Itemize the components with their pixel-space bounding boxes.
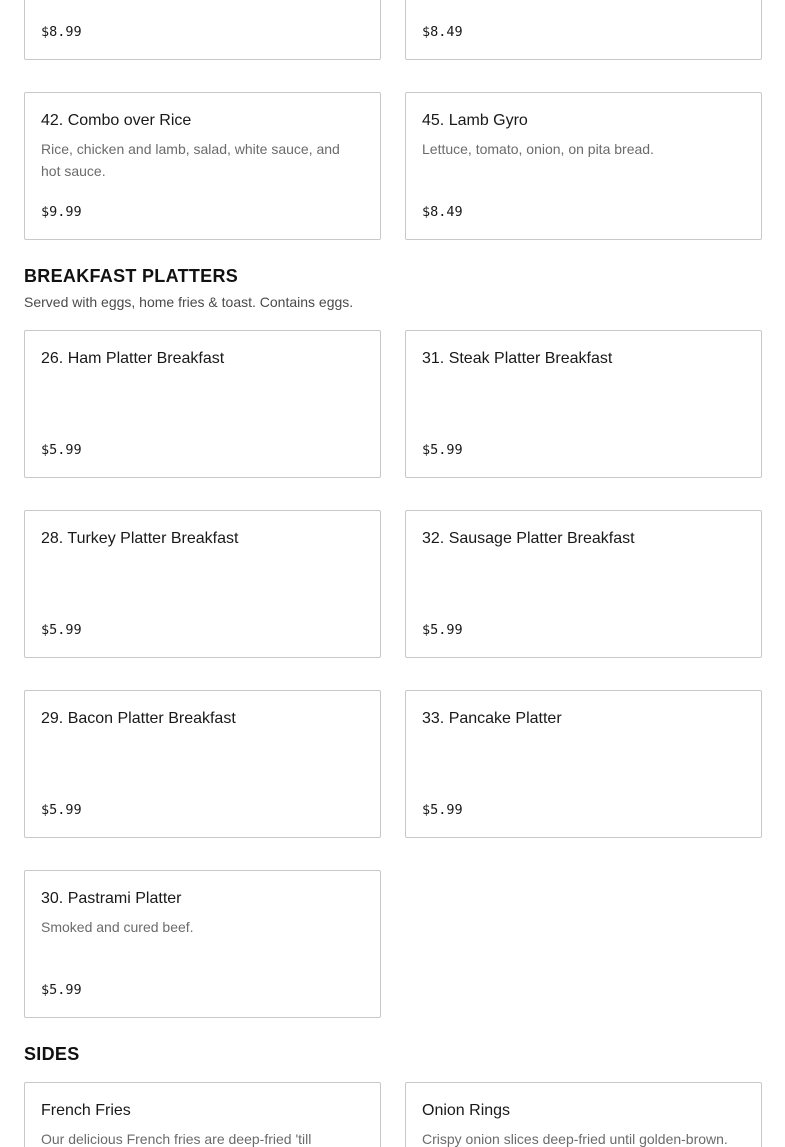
menu-item-lamb-gyro[interactable]	[405, 92, 762, 240]
item-price: $8.99	[41, 24, 82, 40]
section-title-sides: SIDES	[24, 1044, 80, 1064]
menu-item-card[interactable]	[405, 0, 762, 60]
menu-item-card[interactable]	[24, 0, 381, 60]
item-price: $5.99	[422, 622, 463, 638]
item-description: Smoked and cured beef.	[41, 919, 194, 935]
section-title-breakfast-platters: BREAKFAST PLATTERS	[24, 266, 239, 286]
item-name: 33. Pancake Platter	[422, 710, 562, 727]
item-name: French Fries	[41, 1102, 131, 1119]
item-name: Onion Rings	[422, 1102, 511, 1119]
item-price: $5.99	[422, 802, 463, 818]
menu-item-bacon-platter[interactable]	[24, 690, 381, 838]
item-name: 26. Ham Platter Breakfast	[41, 350, 225, 367]
menu-item-pastrami-platter[interactable]	[24, 870, 381, 1018]
item-name: 45. Lamb Gyro	[422, 112, 528, 129]
menu-item-sausage-platter[interactable]	[405, 510, 762, 658]
section-subtitle-breakfast-platters: Served with eggs, home fries & toast. Contains eggs.	[24, 294, 354, 310]
item-price: $5.99	[41, 802, 82, 818]
item-description: Crispy onion slices deep-fried until golden-brown.	[422, 1131, 728, 1147]
menu-item-french-fries[interactable]	[24, 1082, 381, 1147]
item-price: $5.99	[41, 982, 82, 998]
item-price: $5.99	[41, 622, 82, 638]
item-name: 29. Bacon Platter Breakfast	[41, 710, 236, 727]
item-price: $8.49	[422, 24, 463, 40]
item-name: 32. Sausage Platter Breakfast	[422, 530, 635, 547]
item-price: $5.99	[41, 442, 82, 458]
item-description: Our delicious French fries are deep-fried 'till	[41, 1131, 312, 1147]
item-price: $5.99	[422, 442, 463, 458]
item-description: Lettuce, tomato, onion, on pita bread.	[422, 141, 654, 157]
item-name: 28. Turkey Platter Breakfast	[41, 530, 239, 547]
item-price: $8.49	[422, 204, 463, 220]
item-description: Rice, chicken and lamb, salad, white sauce, and hot sauce.	[41, 141, 340, 179]
menu-item-ham-platter[interactable]	[24, 330, 381, 478]
item-name: 30. Pastrami Platter	[41, 890, 182, 907]
item-price: $9.99	[41, 204, 82, 220]
item-name: 31. Steak Platter Breakfast	[422, 350, 613, 367]
item-name: 42. Combo over Rice	[41, 112, 192, 129]
menu-item-onion-rings[interactable]	[405, 1082, 762, 1147]
menu-item-turkey-platter[interactable]	[24, 510, 381, 658]
menu-item-pancake-platter[interactable]	[405, 690, 762, 838]
menu-item-combo-over-rice[interactable]	[24, 92, 381, 240]
menu-item-steak-platter[interactable]	[405, 330, 762, 478]
